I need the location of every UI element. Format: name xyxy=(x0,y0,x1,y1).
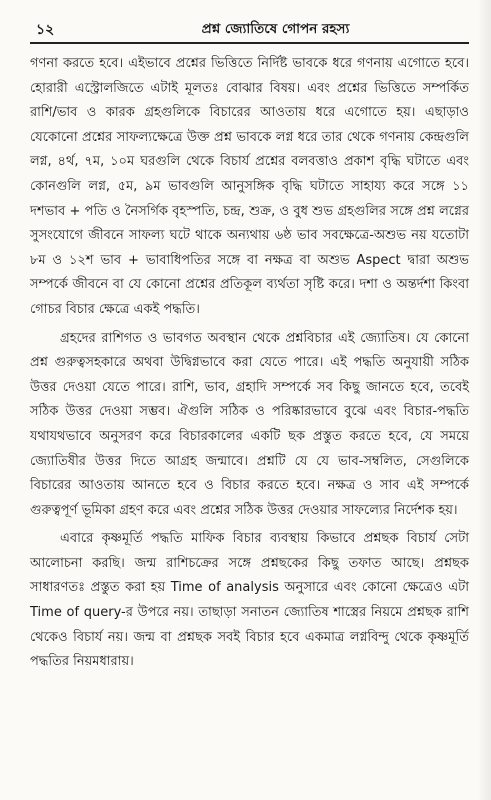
header-rule xyxy=(30,42,469,44)
running-title: প্রশ্ন জ্যোতিষে গোপন রহস্য xyxy=(201,21,350,37)
paragraph-3: এবারে কৃষ্ণমূর্তি পদ্ধতি মাফিক বিচার ব্যবস্থায় কিভাবে প্রশ্নছক বিচার্য সেটা আলোচনা করছি। জন্ম রাশিচক্রের সঙ্গে প্রশ্নছকের কিছু তফাত আছে। প্রশ্নছক সাধারণতঃ প্রস্তুত করা হয় Time of analysis অনুসারে এবং কোনো ক্ষেত্রেও এটা Time of query-র উপরে নয়। তাছাড়া সনাতন জ্যোতিষ শাস্ত্রের নিয়মে প্রশ্নছক রাশি থেকেও বিচার্য নয়। জন্ম বা প্রশ্নছক সবই বিচার হবে একমাত্র লগ্নবিন্দু থেকে কৃষ্ণমূর্তি পদ্ধতির নিয়মধারায়। xyxy=(30,531,469,670)
paragraph-1: গণনা করতে হবে। এইভাবে প্রশ্নের ভিত্তিতে নির্দিষ্ট ভাবকে ধরে গণনায় এগোতে হবে। হোরারী এস্ট্রোলজিতে এটাই মূলতঃ বোঝার বিষয়। এবং প্রশ্নের ভিত্তিতে সম্পর্কিত রাশি/ভাব ও কারক গ্রহগুলিকে বিচারের আওতায় ধরে এগোতে হয়। এছাড়াও যেকোনো প্রশ্নের সাফল্যক্ষেত্রে উক্ত প্রশ্ন ভাবকে লগ্ন ধরে তার থেকে গণনায় কেন্দ্রগুলি লগ্ন, ৪র্থ, ৭ম, ১০ম ঘরগুলি থেকে বিচার্য প্রশ্নের বলবত্তাও প্রকাশ বৃদ্ধি ঘটাতে এবং কোনগুলি লগ্ন, ৫ম, ৯ম ভাবগুলি আনুসঙ্গিক বৃদ্ধি ঘটাতে সাহায্য করে সঙ্গে ১১ দশভাব + পতি ও নৈসর্গিক বৃহস্পতি, চন্দ্র, শুক্র, ও বুধ শুভ গ্রহগুলির সঙ্গে প্রশ্ন লগ্নের সুসংযোগে জীবনে সাফল্য ঘটে থাকে অন্যথায় ৬ষ্ঠ ভাব সবক্ষেত্রে-অশুভ নয় যতোটা ৮ম ও ১২শ ভাব + ভাবাধিপতির সঙ্গে বা নক্ষত্র বা অশুভ Aspect দ্বারা অশুভ সম্পর্কে জীবনে বা যে কোনো প্রশ্নের প্রতিকূল ব্যর্থতা সৃষ্টি করে। দশা ও অন্তর্দশা কিংবা গোচর বিচার ক্ষেত্রে একই পদ্ধতি। xyxy=(30,56,469,317)
body-text xyxy=(30,52,469,675)
page-number: ১২ xyxy=(36,22,55,38)
page-edge-shadow xyxy=(477,0,491,800)
paragraph-2: গ্রহদের রাশিগত ও ভাবগত অবস্থান থেকে প্রশ্নবিচার এই জ্যোতিষ। যে কোনো প্রশ্ন গুরুত্বসহকারে অথবা উদ্বিগ্নভাবে করা যেতে পারে। এই পদ্ধতি অনুযায়ী সঠিক উত্তর দেওয়া যেতে পারে। রাশি, ভাব, গ্রহাদি সম্পর্কে সব কিছু জানতে হবে, তবেই সঠিক উত্তর দেওয়া সম্ভব। ঐগুলি সঠিক ও পরিষ্কারভাবে বুঝে এবং বিচার-পদ্ধতি যথাযথভাবে অনুসরণ করে বিচারকালের একটি ছক প্রস্তুত করতে হবে, যে সময়ে জ্যোতিষীর উত্তর দিতে আগ্রহ জন্মাবে। প্রশ্নটি যে যে ভাব-সম্বলিত, সেগুলিকে বিচারের আওতায় আনতে হবে ও বিচার করতে হবে। নক্ষত্র ও সাব এই সম্পর্কে গুরুত্বপূর্ণ ভূমিকা গ্রহণ করে এবং প্রশ্নের সঠিক উত্তর দেওয়ার সাফল্যের নির্দেশক হয়। xyxy=(30,330,469,518)
page-header xyxy=(30,14,469,40)
